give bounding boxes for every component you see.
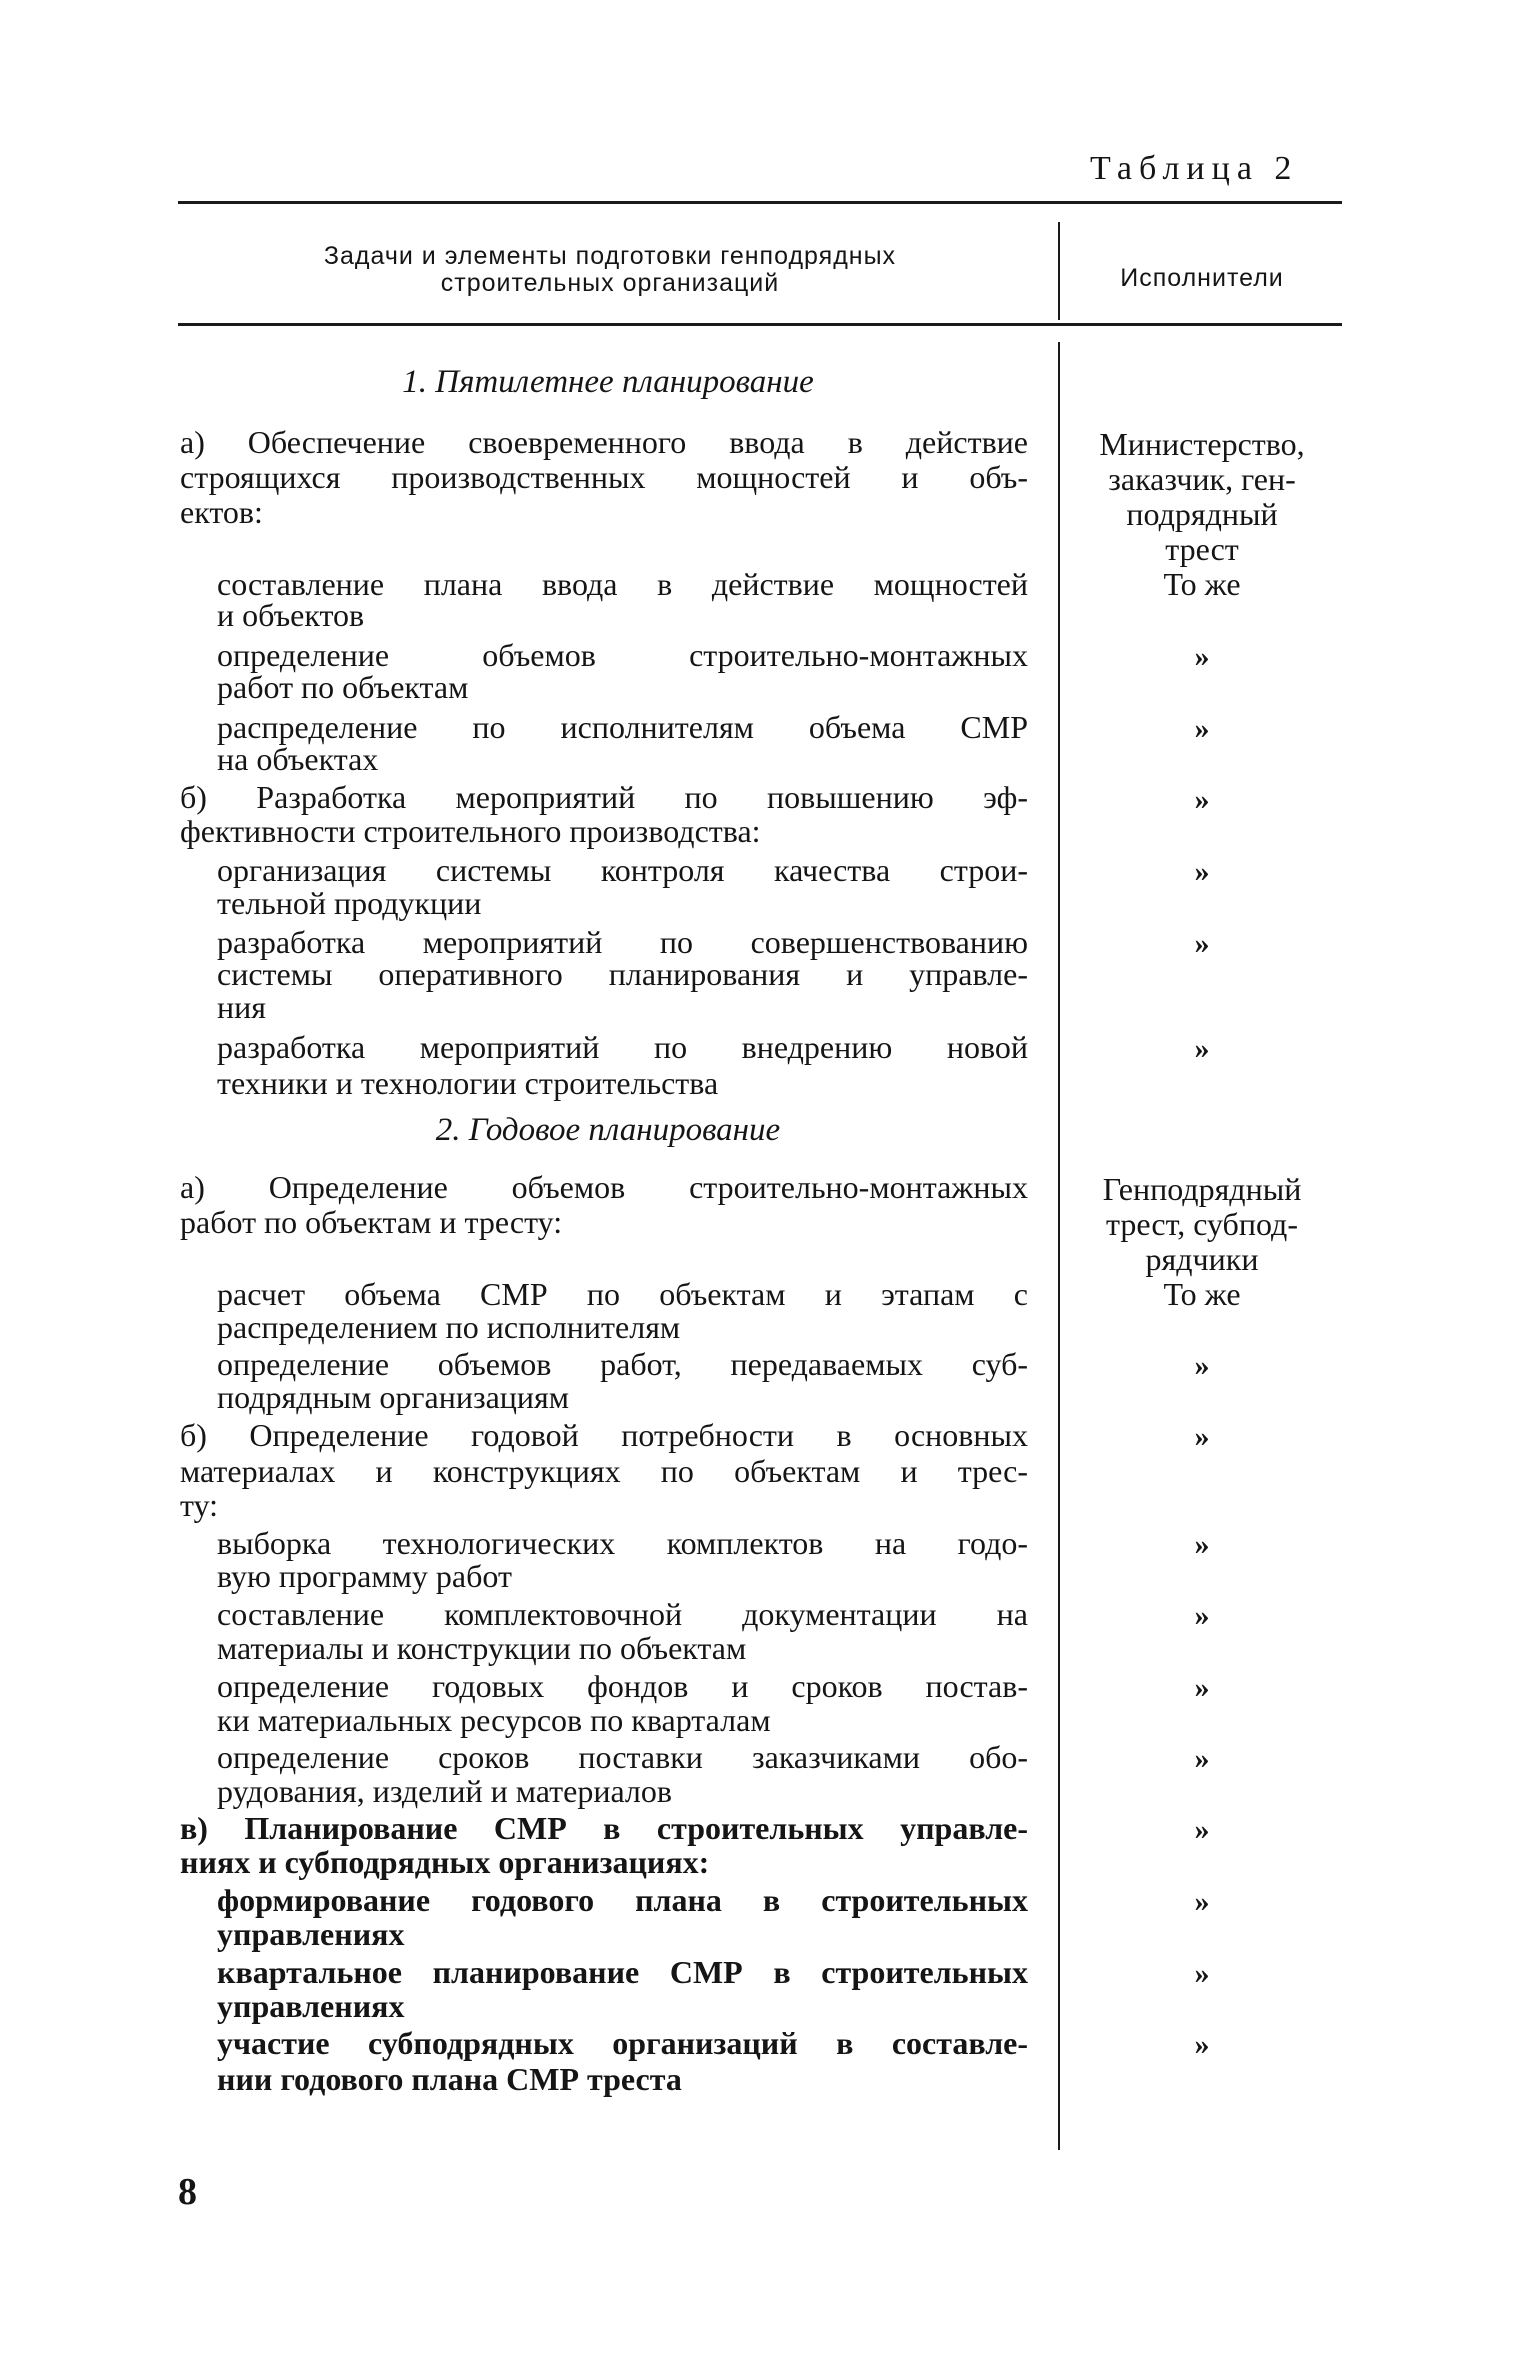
- item-b1-line2: фективности строительного производства:: [180, 813, 761, 849]
- item-r8-line1: определение объемов работ, передаваемых суб-: [217, 1346, 1028, 1382]
- item-r1-line1: составление плана ввода в действие мощностей: [217, 566, 1028, 602]
- item-b2-line2: материалах и конструкциях по объектам и трес-: [180, 1453, 1028, 1489]
- item-r10-line1: составление комплектовочной документации на: [217, 1596, 1028, 1632]
- executor-ditto: »: [1194, 1813, 1210, 1846]
- item-r12-line1: определение сроков поставки заказчиками обо-: [217, 1739, 1028, 1775]
- item-r2-line2: работ по объектам: [217, 669, 469, 705]
- item-r12-line2: рудования, изделий и материалов: [217, 1773, 672, 1809]
- section-five-year-planning: 1. Пятилетнее планирование: [402, 364, 814, 400]
- item-r7-line1: расчет объема СМР по объектам и этапам с: [217, 1276, 1028, 1312]
- item-a2-line1: а) Определение объемов строительно-монтажных: [180, 1169, 1028, 1205]
- executor-ditto: »: [1194, 783, 1210, 816]
- executor-ditto: »: [1194, 1671, 1210, 1704]
- item-r14-line2: управлениях: [217, 1988, 405, 2024]
- executor-ditto: »: [1194, 927, 1210, 960]
- item-r5-line3: ния: [217, 989, 266, 1025]
- executor-ditto: »: [1194, 1349, 1210, 1382]
- item-r13-line1: формирование годового плана в строительных: [217, 1882, 1028, 1918]
- executor-ditto: »: [1194, 712, 1210, 745]
- table-caption: Таблица 2: [1090, 150, 1299, 187]
- executor-ditto: »: [1194, 1032, 1210, 1065]
- executor-ministry-line3: подрядный: [1126, 496, 1278, 532]
- item-a1-line1: а) Обеспечение своевременного ввода в действие: [180, 424, 1028, 460]
- item-b1-line1: б) Разработка мероприятий по повышению эф-: [180, 779, 1028, 815]
- item-v2-line2: ниях и субподрядных организациях:: [180, 1844, 710, 1880]
- item-r3-line1: распределение по исполнителям объема СМР: [217, 709, 1028, 745]
- item-r11-line1: определение годовых фондов и сроков постав-: [217, 1668, 1028, 1704]
- executor-ministry-line1: Министерство,: [1099, 426, 1305, 462]
- executor-ditto: »: [1194, 1528, 1210, 1561]
- executor-ditto: »: [1194, 1420, 1210, 1453]
- item-r1-line2: и объектов: [217, 597, 365, 633]
- executor-ministry-line4: трест: [1165, 531, 1239, 567]
- item-r7-line2: распределением по исполнителям: [217, 1309, 681, 1345]
- executor-same-1: То же: [1163, 566, 1241, 602]
- item-r13-line2: управлениях: [217, 1916, 405, 1952]
- item-r3-line2: на объектах: [217, 741, 379, 777]
- item-r15-line1: участие субподрядных организаций в составле-: [217, 2025, 1028, 2061]
- executor-ditto: »: [1194, 640, 1210, 673]
- executor-ministry-line2: заказчик, ген-: [1108, 461, 1296, 497]
- executor-ditto: »: [1194, 2028, 1210, 2061]
- header-top-rule: [178, 201, 1342, 204]
- item-r5-line2: системы оперативного планирования и управле-: [217, 956, 1028, 992]
- header-executors: Исполнители: [1120, 264, 1284, 292]
- header-tasks: [230, 243, 990, 297]
- header-tasks-line2: строительных организаций: [440, 269, 780, 297]
- item-r2-line1: определение объемов строительно-монтажных: [217, 637, 1028, 673]
- item-r6-line1: разработка мероприятий по внедрению новой: [217, 1029, 1028, 1065]
- executor-ditto: »: [1194, 1599, 1210, 1632]
- executor-ditto: »: [1194, 1957, 1210, 1990]
- item-r9-line1: выборка технологических комплектов на годо-: [217, 1525, 1028, 1561]
- item-r8-line2: подрядным организациям: [217, 1379, 569, 1415]
- item-r4-line1: организация системы контроля качества строи-: [217, 852, 1028, 888]
- item-r10-line2: материалы и конструкции по объектам: [217, 1630, 747, 1666]
- executor-same-2: То же: [1163, 1276, 1241, 1312]
- executor-general-contractor-line1: Генподрядный: [1102, 1171, 1302, 1207]
- item-a2-line2: работ по объектам и тресту:: [180, 1204, 563, 1240]
- item-r6-line2: техники и технологии строительства: [217, 1065, 719, 1101]
- item-r15-line2: нии годового плана СМР треста: [217, 2061, 682, 2097]
- header-bottom-rule: [178, 323, 1342, 326]
- body-column-divider: [1058, 342, 1060, 2150]
- item-r4-line2: тельной продукции: [217, 885, 482, 921]
- item-r5-line1: разработка мероприятий по совершенствованию: [217, 924, 1028, 960]
- executor-ditto: »: [1194, 855, 1210, 888]
- header-tasks-line1: Задачи и элементы подготовки генподрядных: [323, 242, 897, 270]
- item-b2-line1: б) Определение годовой потребности в основных: [180, 1417, 1028, 1453]
- executor-ditto: »: [1194, 1885, 1210, 1918]
- executor-ditto: »: [1194, 1742, 1210, 1775]
- executor-general-contractor-line3: рядчики: [1145, 1241, 1259, 1277]
- header-column-divider: [1058, 222, 1060, 320]
- item-r14-line1: квартальное планирование СМР в строительных: [217, 1954, 1028, 1990]
- item-v2-line1: в) Планирование СМР в строительных управле-: [180, 1810, 1028, 1846]
- page-number: 8: [178, 2171, 197, 2213]
- item-r11-line2: ки материальных ресурсов по кварталам: [217, 1702, 771, 1738]
- executor-general-contractor-line2: трест, субпод-: [1106, 1206, 1298, 1242]
- item-b2-line3: ту:: [180, 1487, 219, 1523]
- item-a1-line3: ектов:: [180, 494, 263, 530]
- item-a1-line2: строящихся производственных мощностей и объ-: [180, 459, 1028, 495]
- section-annual-planning: 2. Годовое планирование: [435, 1112, 781, 1148]
- item-r9-line2: вую программу работ: [217, 1558, 512, 1594]
